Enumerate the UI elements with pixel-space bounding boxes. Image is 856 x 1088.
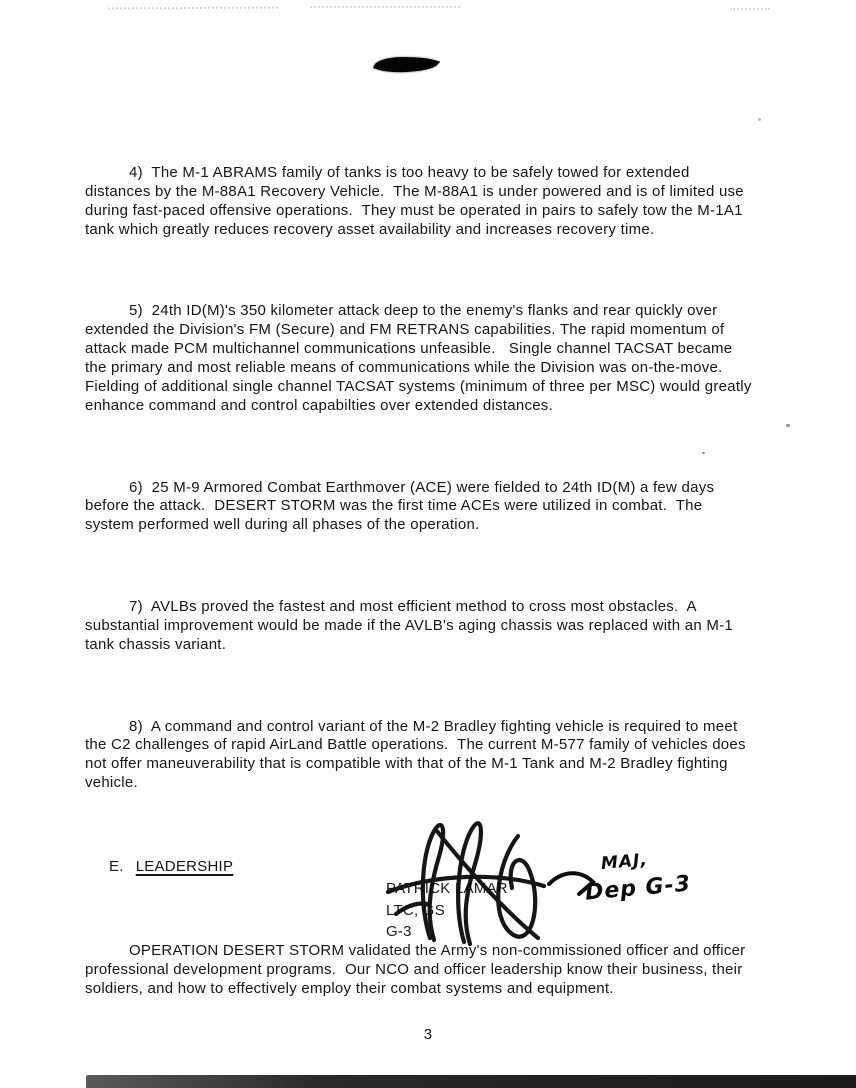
scan-artifact bbox=[730, 8, 770, 10]
signer-office: G-3 bbox=[386, 923, 412, 940]
signer-name: PATRICK LAMAR bbox=[386, 880, 508, 897]
handwritten-note-line2: Dep G-3 bbox=[584, 871, 692, 906]
section-title: LEADERSHIP bbox=[135, 858, 234, 875]
redaction-mark bbox=[374, 56, 438, 72]
paragraph-8: 8) A command and control variant of the M-2 Bradley fighting vehicle is required to meet the C2 challenges of rapid AirLand Battle operations. The current M-577 family of vehicles does not offer maneuverability that is compatible with that of the M-1 Tank and M-2 Bradley fighting vehicle. bbox=[85, 717, 751, 792]
paragraph-5: 5) 24th ID(M)'s 350 kilometer attack deep to the enemy's flanks and rear quickly over extended the Division's FM (Secure) and FM RETRANS capabilities. The rapid momentum of attack made PCM multichannel communications unfeasible. Single channel TACSAT became the primary and most reliable means of communications while the Division was on-the-move. Fielding of additional single channel TACSAT systems (minimum of three per MSC) would greatly enhance command and control capabilties over extended distances. bbox=[85, 302, 757, 414]
closing-paragraph: OPERATION DESERT STORM validated the Army's non-commissioned officer and officer professional development programs. Our NCO and officer leadership know their business, their soldiers, and how to effectively employ their combat systems and equipment. bbox=[85, 941, 750, 997]
paragraph-4: 4) The M-1 ABRAMS family of tanks is too heavy to be safely towed for extended distances by the M-88A1 Recovery Vehicle. The M-88A1 is under powered and is of limited use during fast-paced offensive operations. They must be operated in pairs to safely tow the M-1A1 tank which greatly reduces recovery asset availability and increases recovery time. bbox=[85, 163, 749, 238]
paragraph-6: 6) 25 M-9 Armored Combat Earthmover (ACE) were fielded to 24th ID(M) a few days before the attack. DESERT STORM was the first time ACEs were utilized in combat. The system performed well during all phases of the operation. bbox=[85, 478, 719, 534]
scan-artifact bbox=[310, 6, 460, 8]
handwritten-note-line1: MAJ, bbox=[600, 849, 649, 875]
scan-artifact bbox=[108, 7, 278, 10]
section-label: E. bbox=[109, 858, 124, 875]
scan-speck bbox=[786, 424, 790, 427]
paragraph-7: 7) AVLBs proved the fastest and most efficient method to cross most obstacles. A substantial improvement would be made if the AVLB's aging chassis was replaced with an M-1 tank chassis variant. bbox=[85, 598, 738, 653]
scan-speck bbox=[758, 118, 761, 121]
handwritten-note bbox=[545, 850, 735, 930]
page-number: 3 bbox=[423, 1026, 433, 1043]
scan-edge-bar bbox=[86, 1075, 856, 1088]
signer-rank: LTC, GS bbox=[386, 901, 445, 919]
scan-speck bbox=[702, 452, 705, 454]
